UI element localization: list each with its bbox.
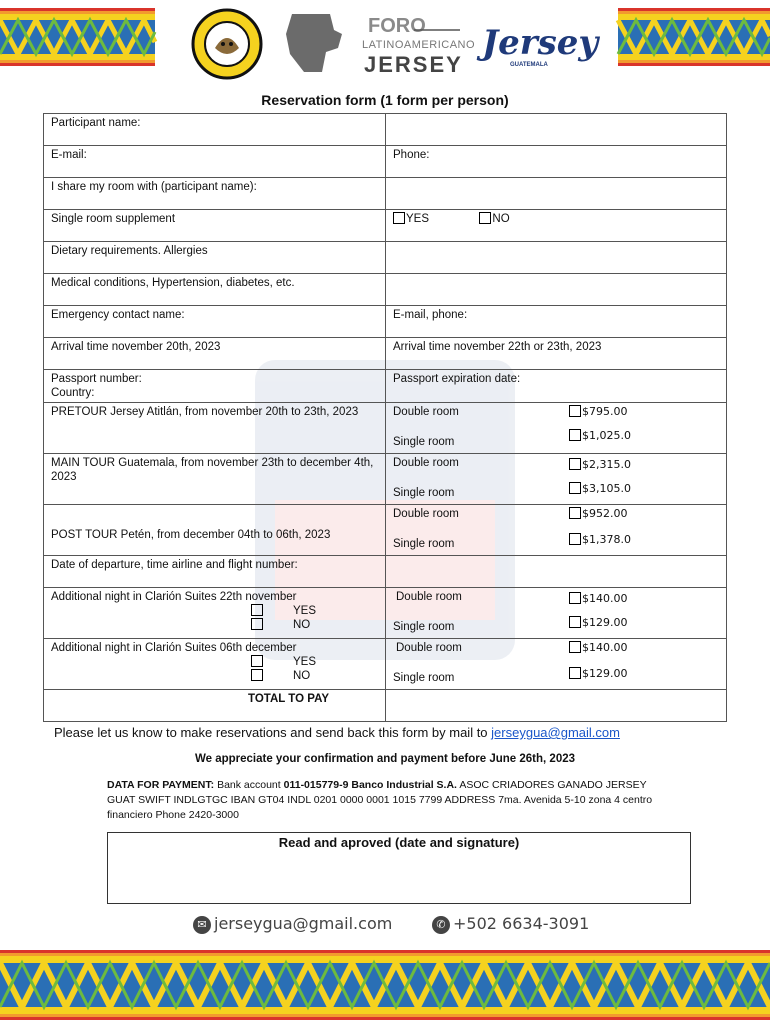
main-tour-prices xyxy=(386,454,727,505)
night-06-row xyxy=(44,639,727,690)
country-label: Country: xyxy=(51,387,95,399)
instructions-note xyxy=(54,725,620,740)
single-supplement-label: Single room supplement xyxy=(44,210,386,242)
contact-phone-text: +502 6634-3091 xyxy=(453,914,590,933)
pretour-single-checkbox[interactable] xyxy=(569,429,581,441)
post-double-checkbox[interactable] xyxy=(569,507,581,519)
arrival-22-option[interactable]: Arrival time november 22th or 23th, 2023 xyxy=(386,338,727,370)
single-supplement-row xyxy=(44,210,727,242)
share-room-field[interactable] xyxy=(386,178,727,210)
signature-box[interactable] xyxy=(107,832,691,904)
post-tour-prices xyxy=(386,505,727,556)
jersey-guatemala-logo xyxy=(480,14,599,70)
email-row xyxy=(44,146,727,178)
night-22-yes-label: YES xyxy=(293,605,317,617)
main-tour-row xyxy=(44,454,727,505)
payment-account-label: Bank account xyxy=(217,779,281,791)
night-22-double-checkbox[interactable] xyxy=(569,592,581,604)
night-22-cell xyxy=(44,588,386,639)
foro-bottom-text: JERSEY xyxy=(364,52,463,77)
night-06-single-label: Single room xyxy=(393,672,455,684)
world-jersey-cattle-bureau-logo xyxy=(190,8,264,80)
signature-title: Read and aproved (date and signature) xyxy=(278,835,520,850)
dietary-row xyxy=(44,242,727,274)
supplement-no-label: NO xyxy=(492,213,510,225)
pretour-single-price: $1,025.0 xyxy=(582,429,631,442)
instructions-email-link[interactable]: jerseygua@gmail.com xyxy=(491,725,620,740)
departure-row xyxy=(44,556,727,588)
pretour-double-checkbox[interactable] xyxy=(569,405,581,417)
night-22-single-price: $129.00 xyxy=(582,616,628,629)
night-06-no-checkbox[interactable] xyxy=(251,669,263,681)
night-06-no-label: NO xyxy=(293,670,311,682)
night-06-double-price: $140.00 xyxy=(582,641,628,654)
payment-rest: ASOC CRIADORES GANADO JERSEY GUAT SWIFT INDLGTGC IBAN GT04 INDL 0201 0000 0001 1015 7799 ADDRESS 7ma. Avenida 5-10 zona 4 centro financiero Phone 2420-3000 xyxy=(107,779,653,821)
contact-email-text: jerseygua@gmail.com xyxy=(214,914,393,933)
participant-field[interactable] xyxy=(386,114,727,146)
post-single-price: $1,378.0 xyxy=(582,533,631,546)
foro-middle-text: LATINOAMERICANO xyxy=(362,39,476,51)
arrival-row xyxy=(44,338,727,370)
night-06-cell xyxy=(44,639,386,690)
night-22-no-label: NO xyxy=(293,619,311,631)
night-22-no-checkbox[interactable] xyxy=(251,618,263,630)
payment-details xyxy=(107,778,677,823)
night-06-prices xyxy=(386,639,727,690)
passport-expiration-label[interactable]: Passport expiration date: xyxy=(386,370,727,403)
night-22-prices xyxy=(386,588,727,639)
share-room-label: I share my room with (participant name): xyxy=(44,178,386,210)
decorative-band-bottom xyxy=(0,950,770,1020)
night-22-label: Additional night in Clarión Suites 22th november xyxy=(51,591,297,603)
dietary-field[interactable] xyxy=(386,242,727,274)
payment-label: DATA FOR PAYMENT: xyxy=(107,779,215,791)
night-22-row xyxy=(44,588,727,639)
night-06-yes-label: YES xyxy=(293,656,317,668)
supplement-no-checkbox[interactable] xyxy=(479,212,491,224)
pretour-label: PRETOUR Jersey Atitlán, from november 20th to 23th, 2023 xyxy=(44,403,386,454)
share-room-row xyxy=(44,178,727,210)
email-label[interactable]: E-mail: xyxy=(44,146,386,178)
foro-top-text: FORO xyxy=(368,15,426,37)
post-tour-row xyxy=(44,505,727,556)
participant-row xyxy=(44,114,727,146)
contact-email xyxy=(193,914,392,934)
night-22-double-label: Double room xyxy=(396,591,462,603)
night-22-double-price: $140.00 xyxy=(582,592,628,605)
passport-cell[interactable] xyxy=(44,370,386,403)
payment-bank: Banco Industrial S.A. xyxy=(351,779,457,791)
dietary-label: Dietary requirements. Allergies xyxy=(44,242,386,274)
main-double-label: Double room xyxy=(393,457,459,469)
night-06-yes-checkbox[interactable] xyxy=(251,655,263,667)
emergency-row xyxy=(44,306,727,338)
total-field[interactable] xyxy=(386,690,727,722)
night-22-yes-checkbox[interactable] xyxy=(251,604,263,616)
passport-row xyxy=(44,370,727,403)
main-tour-label: MAIN TOUR Guatemala, from november 23th to december 4th, 2023 xyxy=(44,454,386,505)
phone-icon: ✆ xyxy=(432,916,450,934)
pretour-row xyxy=(44,403,727,454)
post-tour-label: POST TOUR Petén, from december 04th to 06th, 2023 xyxy=(44,505,386,556)
post-double-price: $952.00 xyxy=(582,507,628,520)
night-06-single-price: $129.00 xyxy=(582,667,628,680)
supplement-yes-label: YES xyxy=(406,213,430,225)
pretour-double-price: $795.00 xyxy=(582,405,628,418)
pretour-double-label: Double room xyxy=(393,406,459,418)
emergency-label[interactable]: Emergency contact name: xyxy=(44,306,386,338)
jersey-logo-text: Jersey xyxy=(482,23,599,63)
appreciate-text: We appreciate your confirmation and payment before June 26th, 2023 xyxy=(194,753,576,765)
contact-phone xyxy=(432,914,589,934)
night-06-single-checkbox[interactable] xyxy=(569,667,581,679)
main-double-price: $2,315.0 xyxy=(582,458,631,471)
jersey-logo-sub: GUATEMALA xyxy=(510,62,548,68)
form-title: Reservation form (1 form per person) xyxy=(261,92,509,108)
main-single-checkbox[interactable] xyxy=(569,482,581,494)
departure-field[interactable] xyxy=(386,556,727,588)
payment-account: 011-015779-9 xyxy=(283,779,349,791)
night-06-double-checkbox[interactable] xyxy=(569,641,581,653)
medical-label: Medical conditions, Hypertension, diabetes, etc. xyxy=(44,274,386,306)
night-22-single-checkbox[interactable] xyxy=(569,616,581,628)
pretour-prices xyxy=(386,403,727,454)
instructions-text: Please let us know to make reservations and send back this form by mail to xyxy=(54,725,492,740)
night-06-label: Additional night in Clarión Suites 06th december xyxy=(51,642,297,654)
reservation-form-table xyxy=(43,113,727,722)
post-single-checkbox[interactable] xyxy=(569,533,581,545)
arrival-20-option[interactable]: Arrival time november 20th, 2023 xyxy=(44,338,386,370)
decorative-band-top-right xyxy=(618,8,770,66)
email-icon: ✉ xyxy=(193,916,211,934)
phone-label[interactable]: Phone: xyxy=(386,146,727,178)
total-row xyxy=(44,690,727,722)
post-double-label: Double room xyxy=(393,508,459,520)
medical-row xyxy=(44,274,727,306)
participant-label: Participant name: xyxy=(44,114,386,146)
total-label: TOTAL TO PAY xyxy=(44,690,386,722)
emergency-email-phone-label[interactable]: E-mail, phone: xyxy=(386,306,727,338)
pretour-single-label: Single room xyxy=(393,436,455,448)
single-supplement-options xyxy=(386,210,727,242)
main-single-label: Single room xyxy=(393,487,455,499)
departure-label: Date of departure, time airline and flight number: xyxy=(44,556,386,588)
night-06-double-label: Double room xyxy=(396,642,462,654)
main-single-price: $3,105.0 xyxy=(582,482,631,495)
decorative-band-top-left xyxy=(0,8,155,66)
passport-number-label: Passport number: xyxy=(51,373,142,385)
post-single-label: Single room xyxy=(393,538,455,550)
medical-field[interactable] xyxy=(386,274,727,306)
supplement-yes-checkbox[interactable] xyxy=(393,212,405,224)
main-double-checkbox[interactable] xyxy=(569,458,581,470)
foro-latinoamericano-jersey-logo xyxy=(282,10,476,77)
night-22-single-label: Single room xyxy=(393,621,455,633)
